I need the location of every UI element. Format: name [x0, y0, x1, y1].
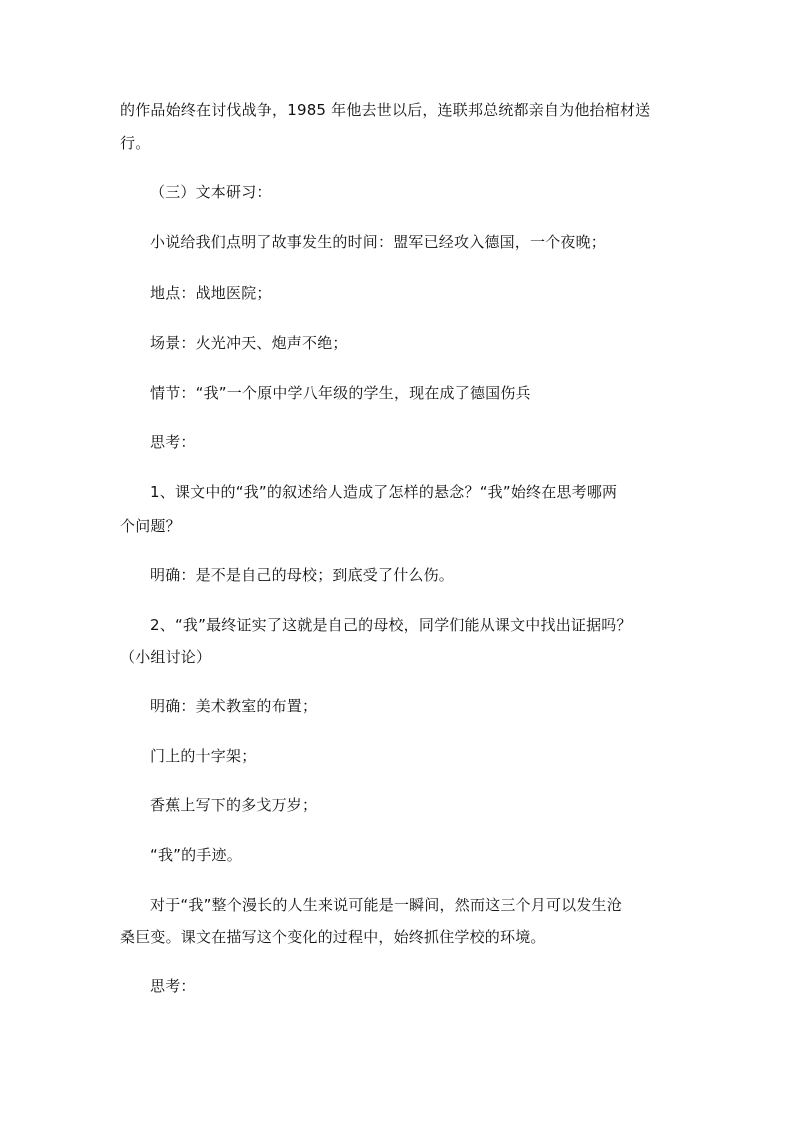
question-1-line-1: 1、课文中的“我”的叙述给人造成了怎样的悬念？“我”始终在思考哪两 — [150, 483, 618, 501]
question-2-line-1: 2、“我”最终证实了这就是自己的母校，同学们能从课文中找出证据吗？ — [150, 616, 632, 634]
paragraph-change-line-1: 对于“我”整个漫长的人生来说可能是一瞬间，然而这三个月可以发生沧 — [150, 896, 622, 914]
paragraph-plot: 情节：“我”一个原中学八年级的学生，现在成了德国伤兵 — [150, 384, 531, 402]
question-2-line-2: （小组讨论） — [120, 648, 212, 666]
thinking-label: 思考： — [150, 433, 196, 451]
answer-2-handwriting: “我”的手迹。 — [150, 846, 242, 864]
thinking-label-2: 思考： — [150, 977, 196, 995]
answer-2-banana: 香蕉上写下的多戈万岁； — [150, 796, 318, 814]
paragraph-location: 地点：战地医院； — [150, 284, 272, 302]
answer-2-cross: 门上的十字架； — [150, 747, 257, 765]
paragraph-scene: 场景：火光冲天、炮声不绝； — [150, 334, 348, 352]
paragraph-change-line-2: 桑巨变。课文在描写这个变化的过程中，始终抓住学校的环境。 — [120, 928, 546, 946]
paragraph-line-2: 行。 — [120, 134, 151, 152]
answer-2-art-room: 明确：美术教室的布置； — [150, 697, 318, 715]
section-heading: （三）文本研习： — [150, 183, 272, 201]
answer-1: 明确：是不是自己的母校；到底受了什么伤。 — [150, 566, 455, 584]
paragraph-line-1: 的作品始终在讨伐战争，1985 年他去世以后，连联邦总统都亲自为他抬棺材送 — [120, 101, 651, 119]
paragraph-time: 小说给我们点明了故事发生的时间：盟军已经攻入德国，一个夜晚； — [150, 233, 607, 251]
question-1-line-2: 个问题？ — [120, 517, 181, 535]
